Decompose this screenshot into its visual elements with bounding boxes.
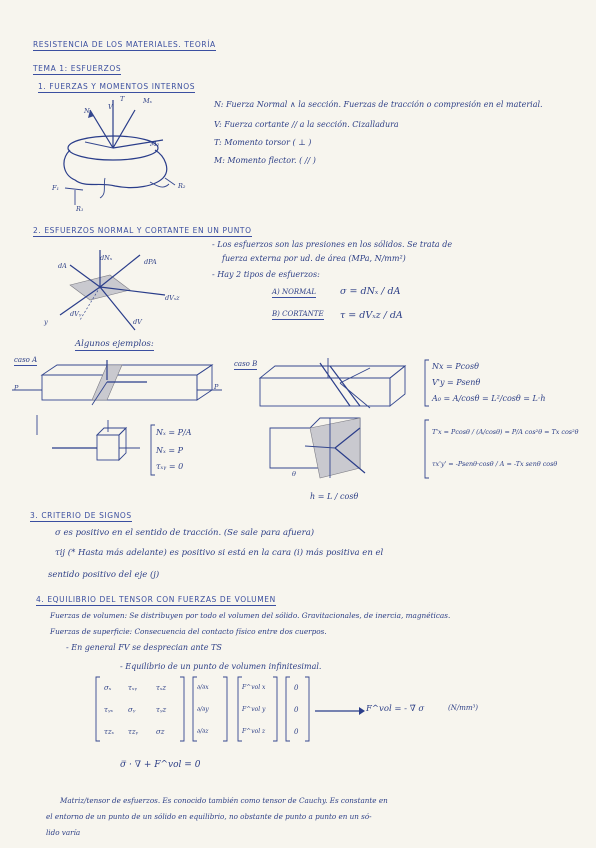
cortante-label: B) CORTANTE xyxy=(272,310,324,318)
matrix-cell-2-1: τzᵧ xyxy=(128,728,139,736)
sign-rule-3: sentido positivo del eje (j) xyxy=(48,570,160,580)
case-a-eq-3: τₓᵧ = 0 xyxy=(156,462,184,471)
fig2-label-y: y xyxy=(44,318,48,326)
section-2-heading: 2. ESFUERZOS NORMAL Y CORTANTE EN UN PUNTO xyxy=(33,226,252,235)
matrix-cell-0-1: τₓᵧ xyxy=(128,684,137,692)
matrix-cell-2-0: τzₓ xyxy=(104,728,115,736)
case-b-theta-label: θ xyxy=(292,470,296,478)
forces-body-diagram xyxy=(45,90,195,215)
examples-heading: Algunos ejemplos: xyxy=(75,339,154,349)
deriv-x: ∂/∂x xyxy=(197,684,209,691)
cortante-formula: τ = dVₓz / dA xyxy=(340,310,403,321)
def-torsor: T: Momento torsor ( ⊥ ) xyxy=(214,138,312,147)
fig2-label-da: dA xyxy=(58,262,67,270)
case-a-eq-1: Nₓ = P/A xyxy=(156,428,192,437)
fvol-result: F^vol = - ∇̃ σ xyxy=(366,704,425,714)
matrix-cell-1-1: σᵧ xyxy=(128,706,136,714)
matrix-cell-0-2: τₓz xyxy=(156,684,167,692)
case-a-eq-2: Nₓ = P xyxy=(156,446,184,455)
case-b-h-eq: h = L / cosθ xyxy=(310,492,359,501)
def-normal: N: Fuerza Normal ∧ la sección. Fuerzas de tracción o compresión en el material. xyxy=(214,100,543,109)
fvol-units: (N/mm³) xyxy=(448,704,479,712)
section-4-heading: 4. EQUILIBRIO DEL TENSOR CON FUERZAS DE VOLUMEN xyxy=(36,595,276,604)
page-title: RESISTENCIA DE LOS MATERIALES. TEORÍA xyxy=(33,40,216,49)
matrix-cell-1-0: τᵧₓ xyxy=(104,706,113,714)
stress-point-diagram xyxy=(40,245,190,335)
case-b-bracket-1 xyxy=(424,360,430,408)
case-b-label: caso B xyxy=(234,360,258,368)
fig2-label-dnx: dNₓ xyxy=(100,254,113,262)
fig2-label-dvxz: dVₓz xyxy=(165,294,180,302)
fig1-label-r2: R₂ xyxy=(178,182,186,190)
tema-heading: TEMA 1: ESFUERZOS xyxy=(33,64,122,73)
surface-forces-text: Fuerzas de superficie: Consecuencia del contacto físico entre dos cuerpos. xyxy=(50,627,327,636)
fig1-label-t: T xyxy=(120,95,125,103)
case-b-eq1-3: A₀ = A/cosθ = L²/cosθ = L·h xyxy=(432,394,546,403)
deriv-z: ∂/∂z xyxy=(197,728,209,735)
normal-formula: σ = dNₓ / dA xyxy=(340,286,401,297)
fig2-label-dvy: dVᵧ xyxy=(70,310,82,318)
fvol-y: F^vol y xyxy=(242,706,266,713)
zero-z: 0 xyxy=(294,728,299,736)
matrix-cell-2-2: σz xyxy=(156,728,165,736)
fvol-x: F^vol x xyxy=(242,684,266,691)
fv-neglect-text: - En general FV se desprecian ante TS xyxy=(66,643,222,652)
fig1-label-r1: R₁ xyxy=(76,205,84,213)
sign-rule-2: τij (* Hasta más adelante) es positivo si está en la cara (i) más positiva en el xyxy=(55,548,384,558)
matrix-cell-1-2: τᵧz xyxy=(156,706,167,714)
footer-line-1: Matriz/tensor de esfuerzos. Es conocido también como tensor de Cauchy. Es constante en xyxy=(60,796,388,805)
sign-rule-1: σ es positivo en el sentido de tracción. (Se sale para afuera) xyxy=(55,528,315,538)
def-flector: M: Momento flector. ( // ) xyxy=(214,156,316,165)
fig1-label-v: V xyxy=(108,103,113,111)
case-a-p-left: P xyxy=(14,384,19,392)
zero-x: 0 xyxy=(294,684,299,692)
case-a-p-right: P xyxy=(214,383,219,391)
fig2-label-dpa: dPA xyxy=(144,258,157,266)
footer-line-3: lido varía xyxy=(46,828,81,837)
s2-paragraph-2: fuerza externa por ud. de área (MPa, N/mm²) xyxy=(222,254,406,263)
s2-paragraph-3: - Hay 2 tipos de esfuerzos: xyxy=(212,270,320,279)
def-cortante: V: Fuerza cortante // a la sección. Cizalladura xyxy=(214,120,399,129)
implies-arrow xyxy=(315,707,365,715)
case-b-bar-diagram xyxy=(250,358,410,498)
case-a-label: caso A xyxy=(14,356,38,364)
case-b-bracket-2 xyxy=(424,420,430,480)
equilibrium-text: - Equilibrio de un punto de volumen infinitesimal. xyxy=(120,662,322,671)
fig2-label-dv: dV xyxy=(133,318,142,326)
section-1-heading: 1. FUERZAS Y MOMENTOS INTERNOS xyxy=(38,82,196,91)
case-b-eq2-2: τx'y' = -Psenθ·cosθ / A = -Tx senθ cosθ xyxy=(432,460,558,468)
matrix-cell-0-0: σₓ xyxy=(104,684,112,692)
normal-label: A) NORMAL xyxy=(272,288,317,296)
case-b-eq1-1: Nx = Pcosθ xyxy=(432,362,479,371)
case-a-bar-diagram xyxy=(12,360,222,480)
fig1-label-mx: Mₓ xyxy=(143,97,152,105)
fig1-label-f1: F₁ xyxy=(52,184,60,192)
case-b-eq1-2: V'y = Psenθ xyxy=(432,378,481,387)
fvol-z: F^vol z xyxy=(242,728,266,735)
fig1-label-m2: M₂ xyxy=(150,140,160,148)
zero-y: 0 xyxy=(294,706,299,714)
case-a-bracket xyxy=(150,425,156,477)
fig1-label-n: N xyxy=(84,107,90,115)
tensor-equation: σ̿ · ∇ + F^vol = 0 xyxy=(120,760,201,770)
footer-line-2: el entorno de un punto de un sólido en equilibrio, no obstante de punto a punto en un só- xyxy=(46,812,372,821)
volume-forces-text: Fuerzas de volumen: Se distribuyen por todo el volumen del sólido. Gravitacionales, de inercia, magnéticas. xyxy=(50,611,451,620)
s2-paragraph-1: - Los esfuerzos son las presiones en los sólidos. Se trata de xyxy=(212,240,453,249)
section-3-heading: 3. CRITERIO DE SIGNOS xyxy=(30,511,132,520)
deriv-y: ∂/∂y xyxy=(197,706,209,713)
case-b-eq2-1: T'x = Pcosθ / (A/cosθ) = P/A cos²θ = Tx cos²θ xyxy=(432,428,579,436)
